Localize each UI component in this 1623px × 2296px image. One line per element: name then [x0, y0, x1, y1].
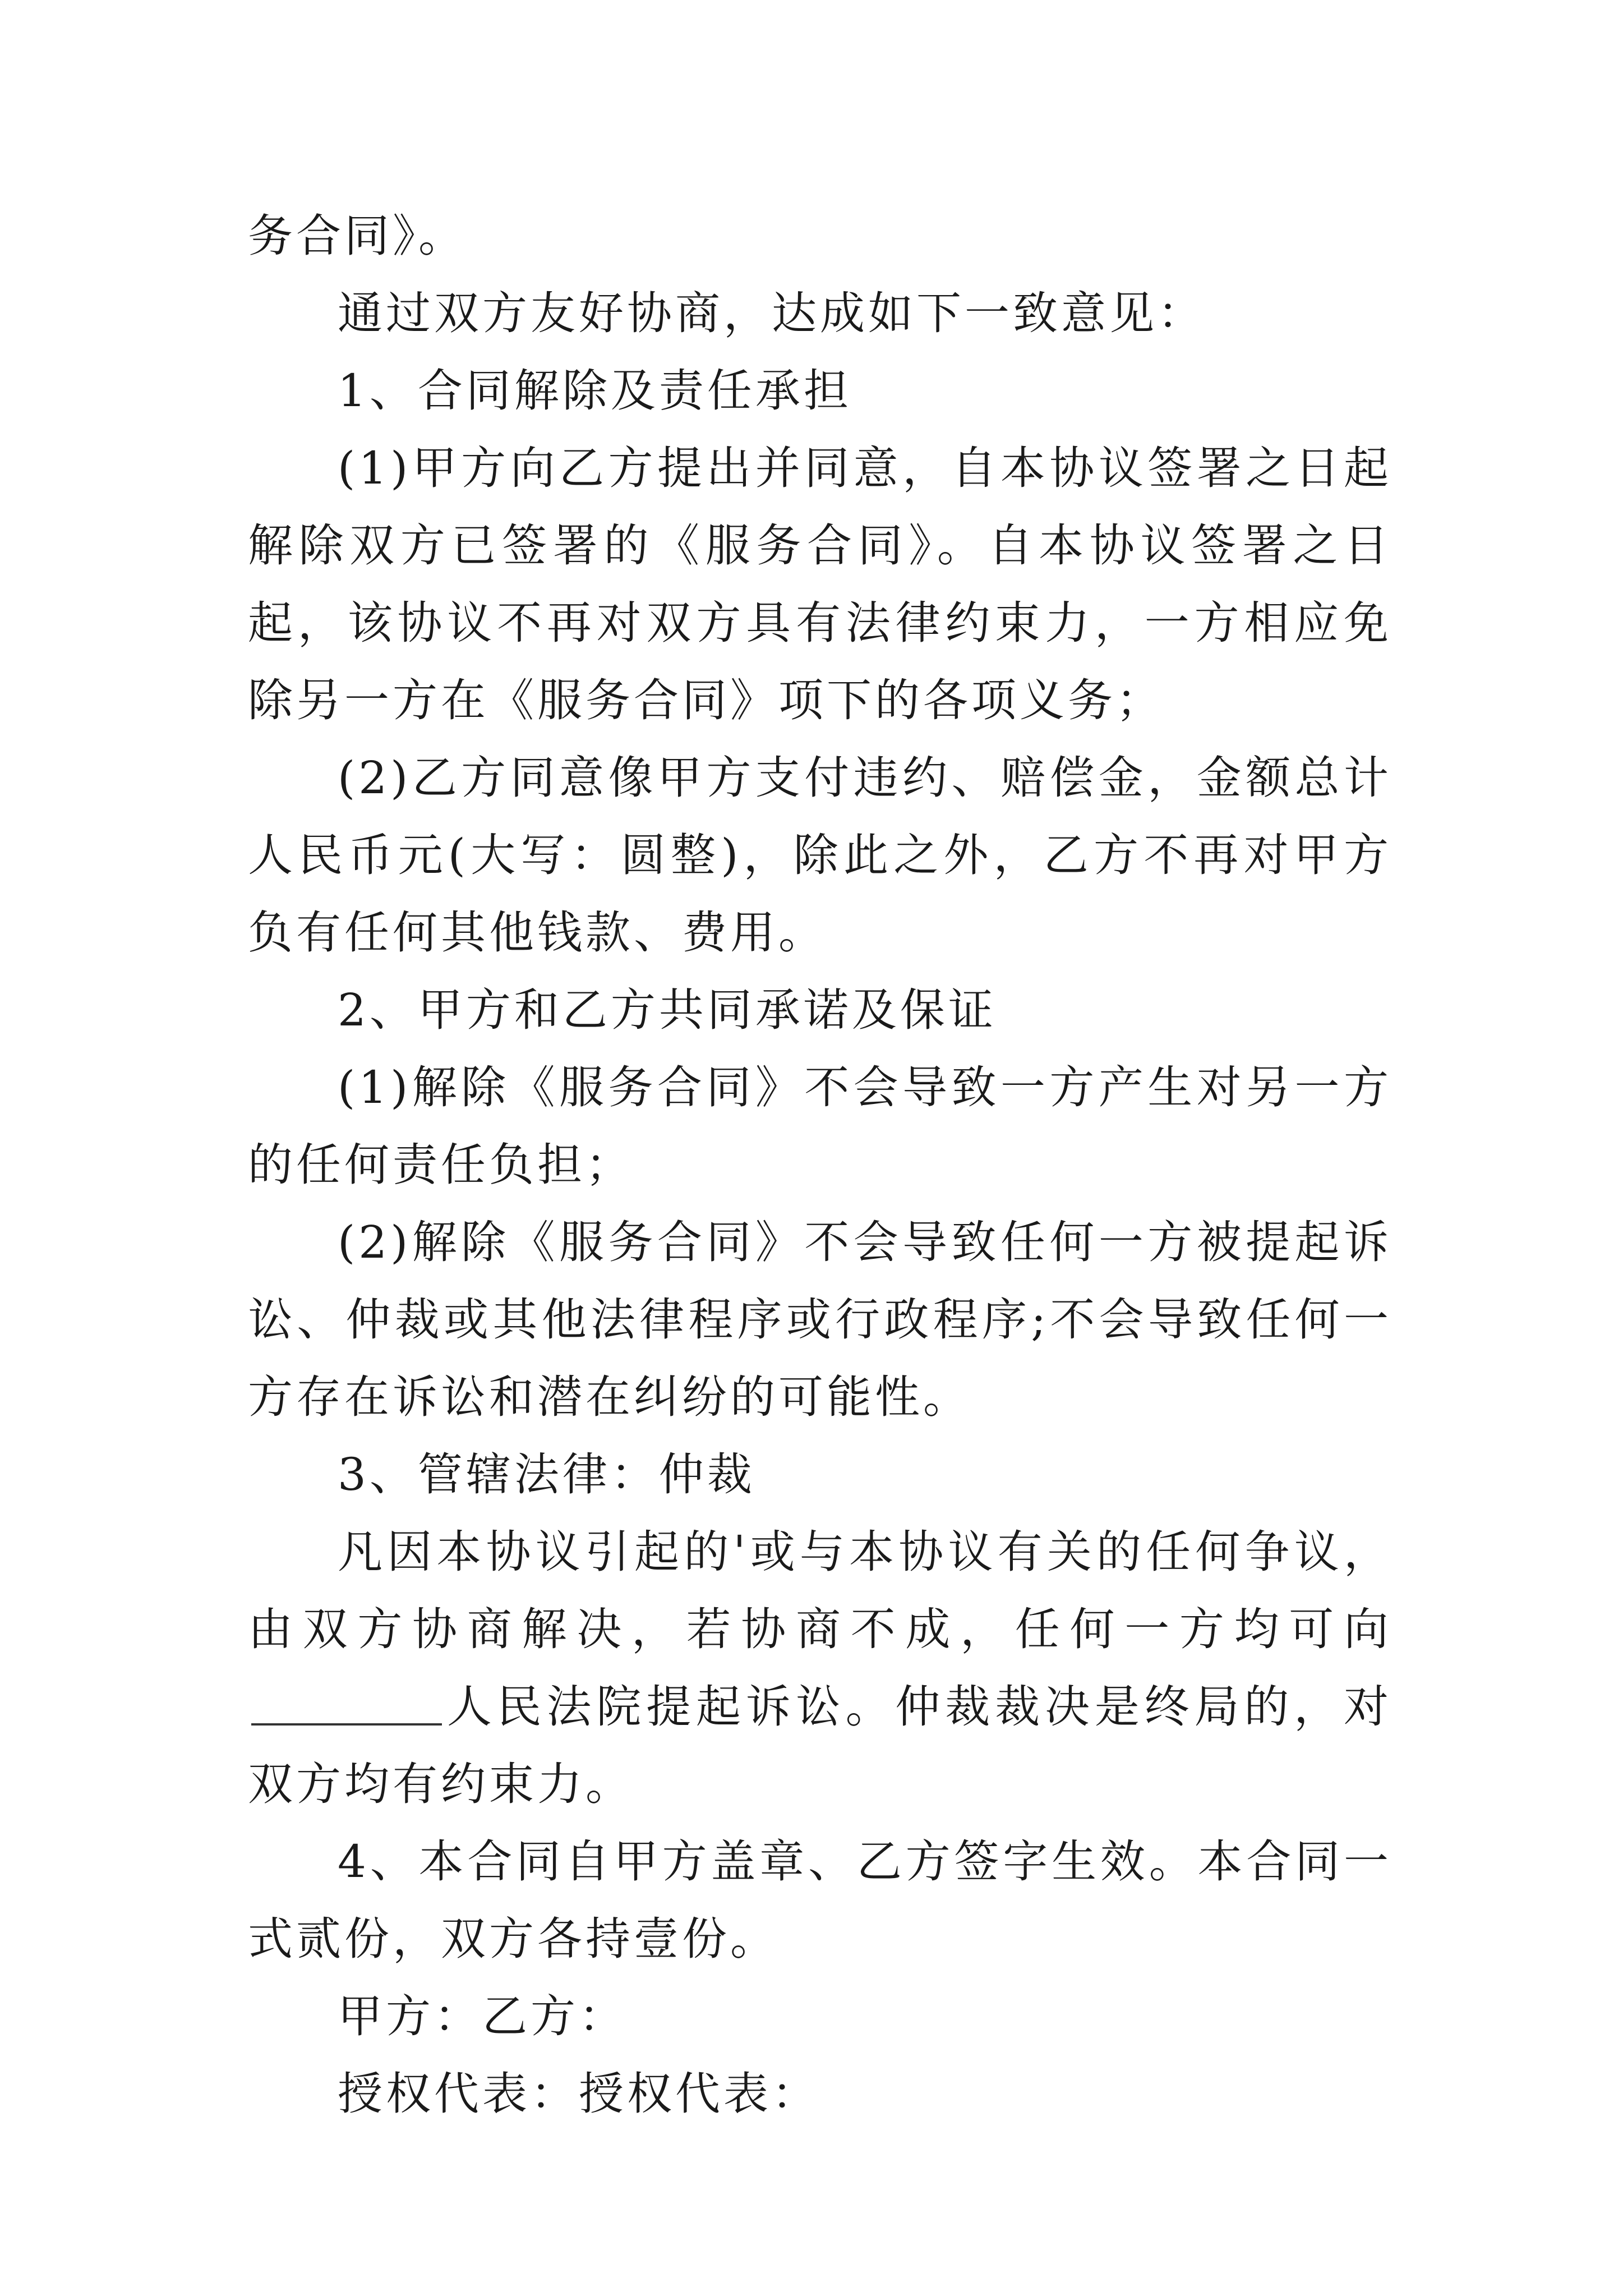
clause-2-1: (1)解除《服务合同》不会导致一方产生对另一方的任何责任负担； — [248, 1061, 1392, 1191]
clause-1-2: (2)乙方同意像甲方支付违约、赔偿金，金额总计人民币元(大写：圆整)，除此之外，乙方不再对甲方负有任何其他钱款、费用。 — [248, 752, 1392, 959]
clause-3-text-after: 人民法院提起诉讼。仲裁裁决是终局的，对双方均有约束力。 — [248, 1681, 1392, 1810]
section-heading-1: 1、合同解除及责任承担 — [338, 365, 852, 417]
section-heading-2: 2、甲方和乙方共同承诺及保证 — [338, 984, 997, 1036]
court-name-blank — [251, 1678, 442, 1726]
clause-1-1: (1)甲方向乙方提出并同意，自本协议签署之日起解除双方已签署的《服务合同》。自本协议签署之日起，该协议不再对双方具有法律约束力，一方相应免除另一方在《服务合同》项下的各项义务； — [248, 442, 1392, 726]
signature-representatives: 授权代表：授权代表： — [338, 2068, 820, 2120]
clause-4: 4、本合同自甲方盖章、乙方签字生效。本合同一式贰份，双方各持壹份。 — [248, 1835, 1392, 1965]
clause-3-body — [248, 1513, 1392, 1823]
paragraph-intro: 通过双方友好协商，达成如下一致意见： — [338, 287, 1206, 339]
signature-parties: 甲方：乙方： — [338, 1990, 627, 2042]
section-heading-3: 3、管辖法律：仲裁 — [338, 1448, 755, 1501]
document-body — [248, 197, 1392, 2133]
clause-2-2: (2)解除《服务合同》不会导致任何一方被提起诉讼、仲裁或其他法律程序或行政程序;不会导致任何一方存在诉讼和潜在纠纷的可能性。 — [248, 1216, 1392, 1423]
clause-3-text-before: 凡因本协议引起的'或与本协议有关的任何争议，由双方协商解决，若协商不成，任何一方均可向 — [248, 1526, 1392, 1655]
paragraph-continuation: 务合同》。 — [248, 210, 467, 262]
